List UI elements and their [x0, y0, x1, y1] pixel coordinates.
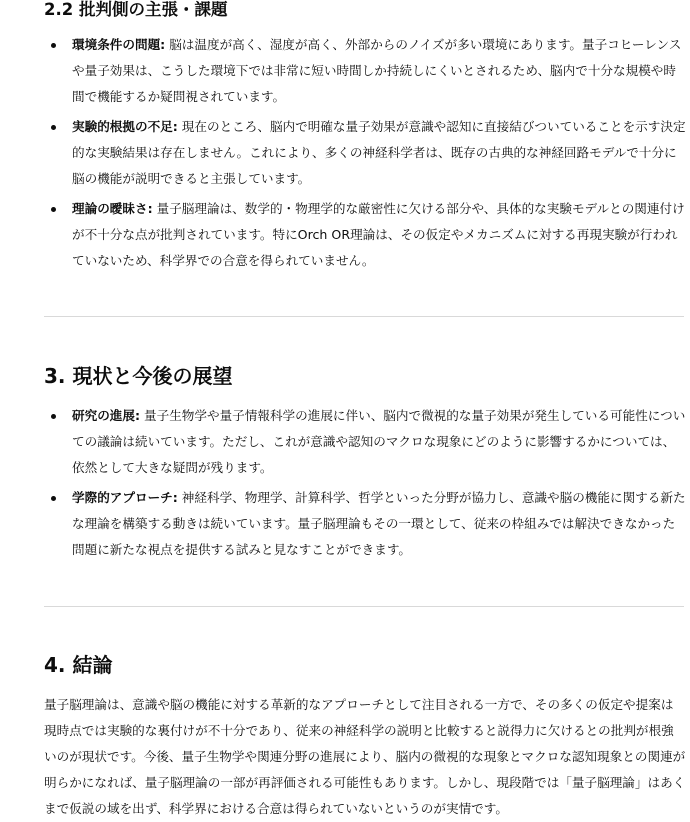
list-item — [44, 403, 686, 481]
item-text: 現在のところ、脳内で明確な量子効果が意識や認知に直接結びついていることを示す決定的な実験結果は存在しません。これにより、多くの神経科学者は、既存の古典的な神経回路モデルで十分に脳の機能が説明できると主張しています。 — [72, 119, 686, 186]
section-2-2-heading: 2.2 批判側の主張・課題 — [44, 0, 228, 19]
item-label: 環境条件の問題: — [72, 37, 166, 52]
section-3-list — [44, 403, 686, 567]
bullet-icon — [51, 414, 56, 419]
section-3-heading: 3. 現状と今後の展望 — [44, 364, 233, 388]
bullet-icon — [51, 43, 56, 48]
section-divider — [44, 316, 684, 317]
list-item — [44, 32, 686, 110]
list-item — [44, 114, 686, 192]
bullet-icon — [51, 125, 56, 130]
list-item — [44, 196, 686, 274]
item-label: 理論の曖昧さ: — [72, 201, 153, 216]
item-text: 量子脳理論は、数学的・物理学的な厳密性に欠ける部分や、具体的な実験モデルとの関連付けが不十分な点が批判されています。特にOrch OR理論は、その仮定やメカニズムに対する再現実験が行われていないため、科学界での合意を得られていません。 — [72, 201, 685, 268]
item-text: 量子生物学や量子情報科学の進展に伴い、脳内で微視的な量子効果が発生している可能性についての議論は続いています。ただし、これが意識や認知のマクロな現象にどのように影響するかについては、依然として大きな疑問が残ります。 — [72, 408, 686, 475]
conclusion-paragraph: 量子脳理論は、意識や脳の機能に対する革新的なアプローチとして注目される一方で、その多くの仮定や提案は現時点では実験的な裏付けが不十分であり、従来の神経科学の説明と比較すると説得力に欠けるとの批判が根強いのが現状です。今後、量子生物学や関連分野の進展により、脳内の微視的な現象とマクロな認知現象との関連が明らかになれば、量子脳理論の一部が再評価される可能性もあります。しかし、現段階では「量子脳理論」はあくまで仮説の域を出ず、科学界における合意は得られていないというのが実情です。 — [44, 697, 686, 816]
item-label: 研究の進展: — [72, 408, 141, 423]
bullet-icon — [51, 207, 56, 212]
item-label: 実験的根拠の不足: — [72, 119, 178, 134]
section-4-heading: 4. 結論 — [44, 653, 113, 677]
item-text: 脳は温度が高く、湿度が高く、外部からのノイズが多い環境にあります。量子コヒーレンスや量子効果は、こうした環境下では非常に短い時間しか持続しにくいとされるため、脳内で十分な規模や時間で機能するか疑問視されています。 — [72, 37, 682, 104]
item-label: 学際的アプローチ: — [72, 490, 178, 505]
section-2-2-list — [44, 32, 686, 278]
bullet-icon — [51, 496, 56, 501]
item-text: 神経科学、物理学、計算科学、哲学といった分野が協力し、意識や脳の機能に関する新たな理論を構築する動きは続いています。量子脳理論もその一環として、従来の枠組みでは解決できなかった問題に新たな視点を提供する試みと見なすことができます。 — [72, 490, 686, 557]
list-item — [44, 485, 686, 563]
section-divider — [44, 606, 684, 607]
